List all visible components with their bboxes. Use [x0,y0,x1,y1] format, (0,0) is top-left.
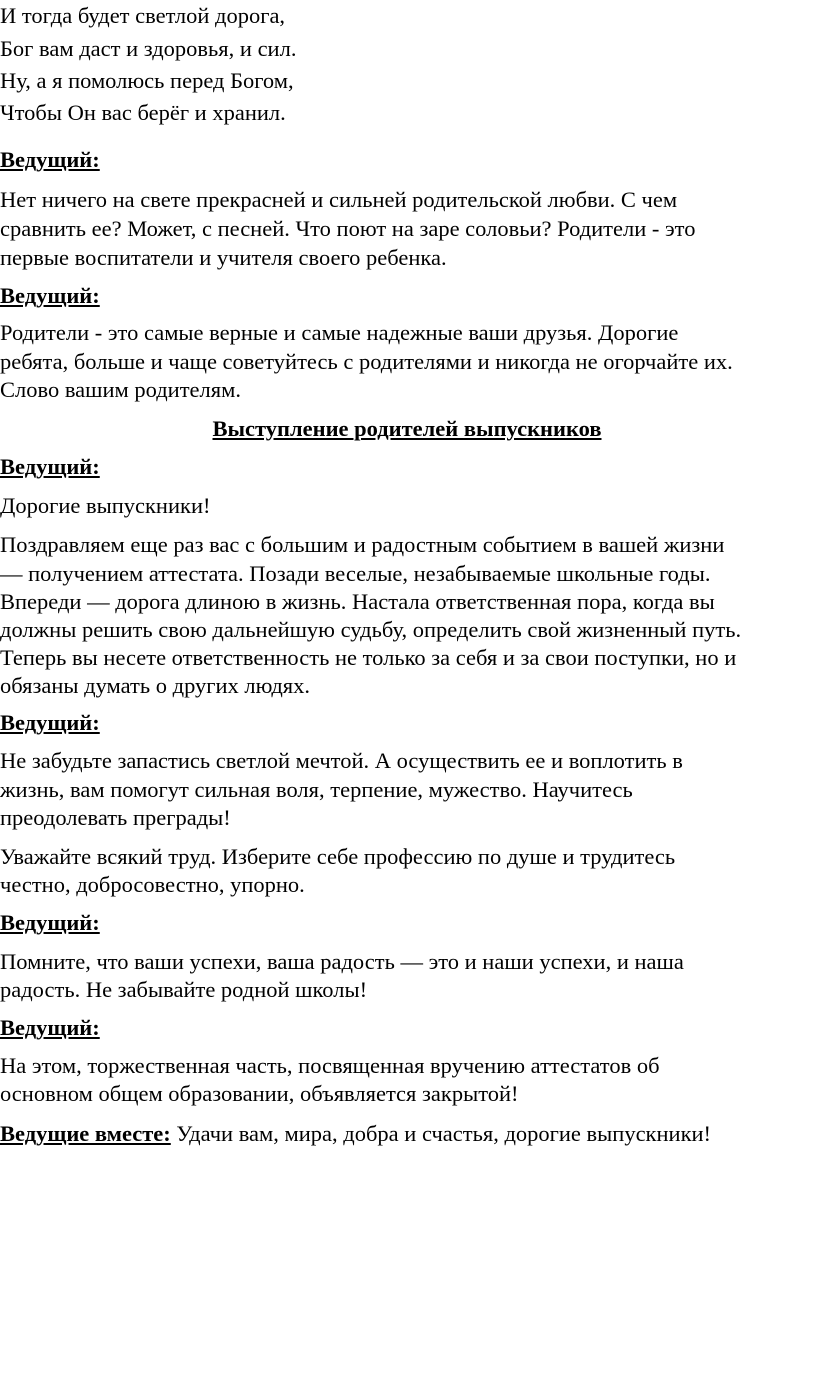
paragraph-2-line-2: ребята, больше и чаще советуйтесь с родителями и никогда не огорчайте их. [0,349,733,374]
paragraph-2-line-1: Родители - это самые верные и самые надежные ваши друзья. Дорогие [0,320,679,345]
paragraph-7-line-2: радость. Не забывайте родной школы! [0,977,368,1002]
speaker-heading-3: Ведущий: [0,454,100,479]
paragraph-1-line-3: первые воспитатели и учителя своего ребенка. [0,245,447,270]
section-heading: Выступление родителей выпускников [212,416,602,441]
poem-line-3: Ну, а я помолюсь перед Богом, [0,68,294,93]
paragraph-5-line-3: преодолевать преграды! [0,805,231,830]
paragraph-7-line-1: Помните, что ваши успехи, ваша радость — это и наши успехи, и наша [0,949,684,974]
joint-speaker-label: Ведущие вместе: [0,1121,171,1146]
paragraph-4-line-6: обязаны думать о других людях. [0,673,310,698]
paragraph-4-line-2: — получением аттестата. Позади веселые, незабываемые школьные годы. [0,561,711,586]
poem-line-4: Чтобы Он вас берёг и хранил. [0,100,286,125]
paragraph-1-line-2: сравнить ее? Может, с песней. Что поют на заре соловьи? Родители - это [0,216,696,241]
paragraph-4-line-5: Теперь вы несете ответственность не только за себя и за свои поступки, но и [0,645,737,670]
poem-line-1: И тогда будет светлой дорога, [0,3,286,28]
paragraph-4-line-4: должны решить свою дальнейшую судьбу, определить свой жизненный путь. [0,617,742,642]
paragraph-1-line-1: Нет ничего на свете прекрасней и сильней родительской любви. С чем [0,187,678,212]
speaker-heading-1: Ведущий: [0,147,100,172]
paragraph-8-line-1: На этом, торжественная часть, посвященная вручению аттестатов об [0,1053,660,1078]
paragraph-4-line-1: Поздравляем еще раз вас с большим и радостным событием в вашей жизни [0,532,725,557]
greeting-line: Дорогие выпускники! [0,493,211,518]
speaker-heading-5: Ведущий: [0,910,100,935]
paragraph-2-line-3: Слово вашим родителям. [0,377,241,402]
paragraph-4-line-3: Впереди — дорога длиною в жизнь. Настала ответственная пора, когда вы [0,589,715,614]
closing-line [0,1119,711,1148]
speaker-heading-2: Ведущий: [0,283,100,308]
paragraph-5-line-1: Не забудьте запастись светлой мечтой. А осуществить ее и воплотить в [0,748,683,773]
paragraph-5-line-2: жизнь, вам помогут сильная воля, терпение, мужество. Научитесь [0,777,633,802]
paragraph-6-line-2: честно, добросовестно, упорно. [0,872,305,897]
closing-text: Удачи вам, мира, добра и счастья, дорогие выпускники! [170,1121,712,1146]
speaker-heading-4: Ведущий: [0,710,100,735]
paragraph-8-line-2: основном общем образовании, объявляется закрытой! [0,1081,519,1106]
speaker-heading-6: Ведущий: [0,1015,100,1040]
paragraph-6-line-1: Уважайте всякий труд. Изберите себе профессию по душе и трудитесь [0,844,676,869]
poem-line-2: Бог вам даст и здоровья, и сил. [0,36,297,61]
